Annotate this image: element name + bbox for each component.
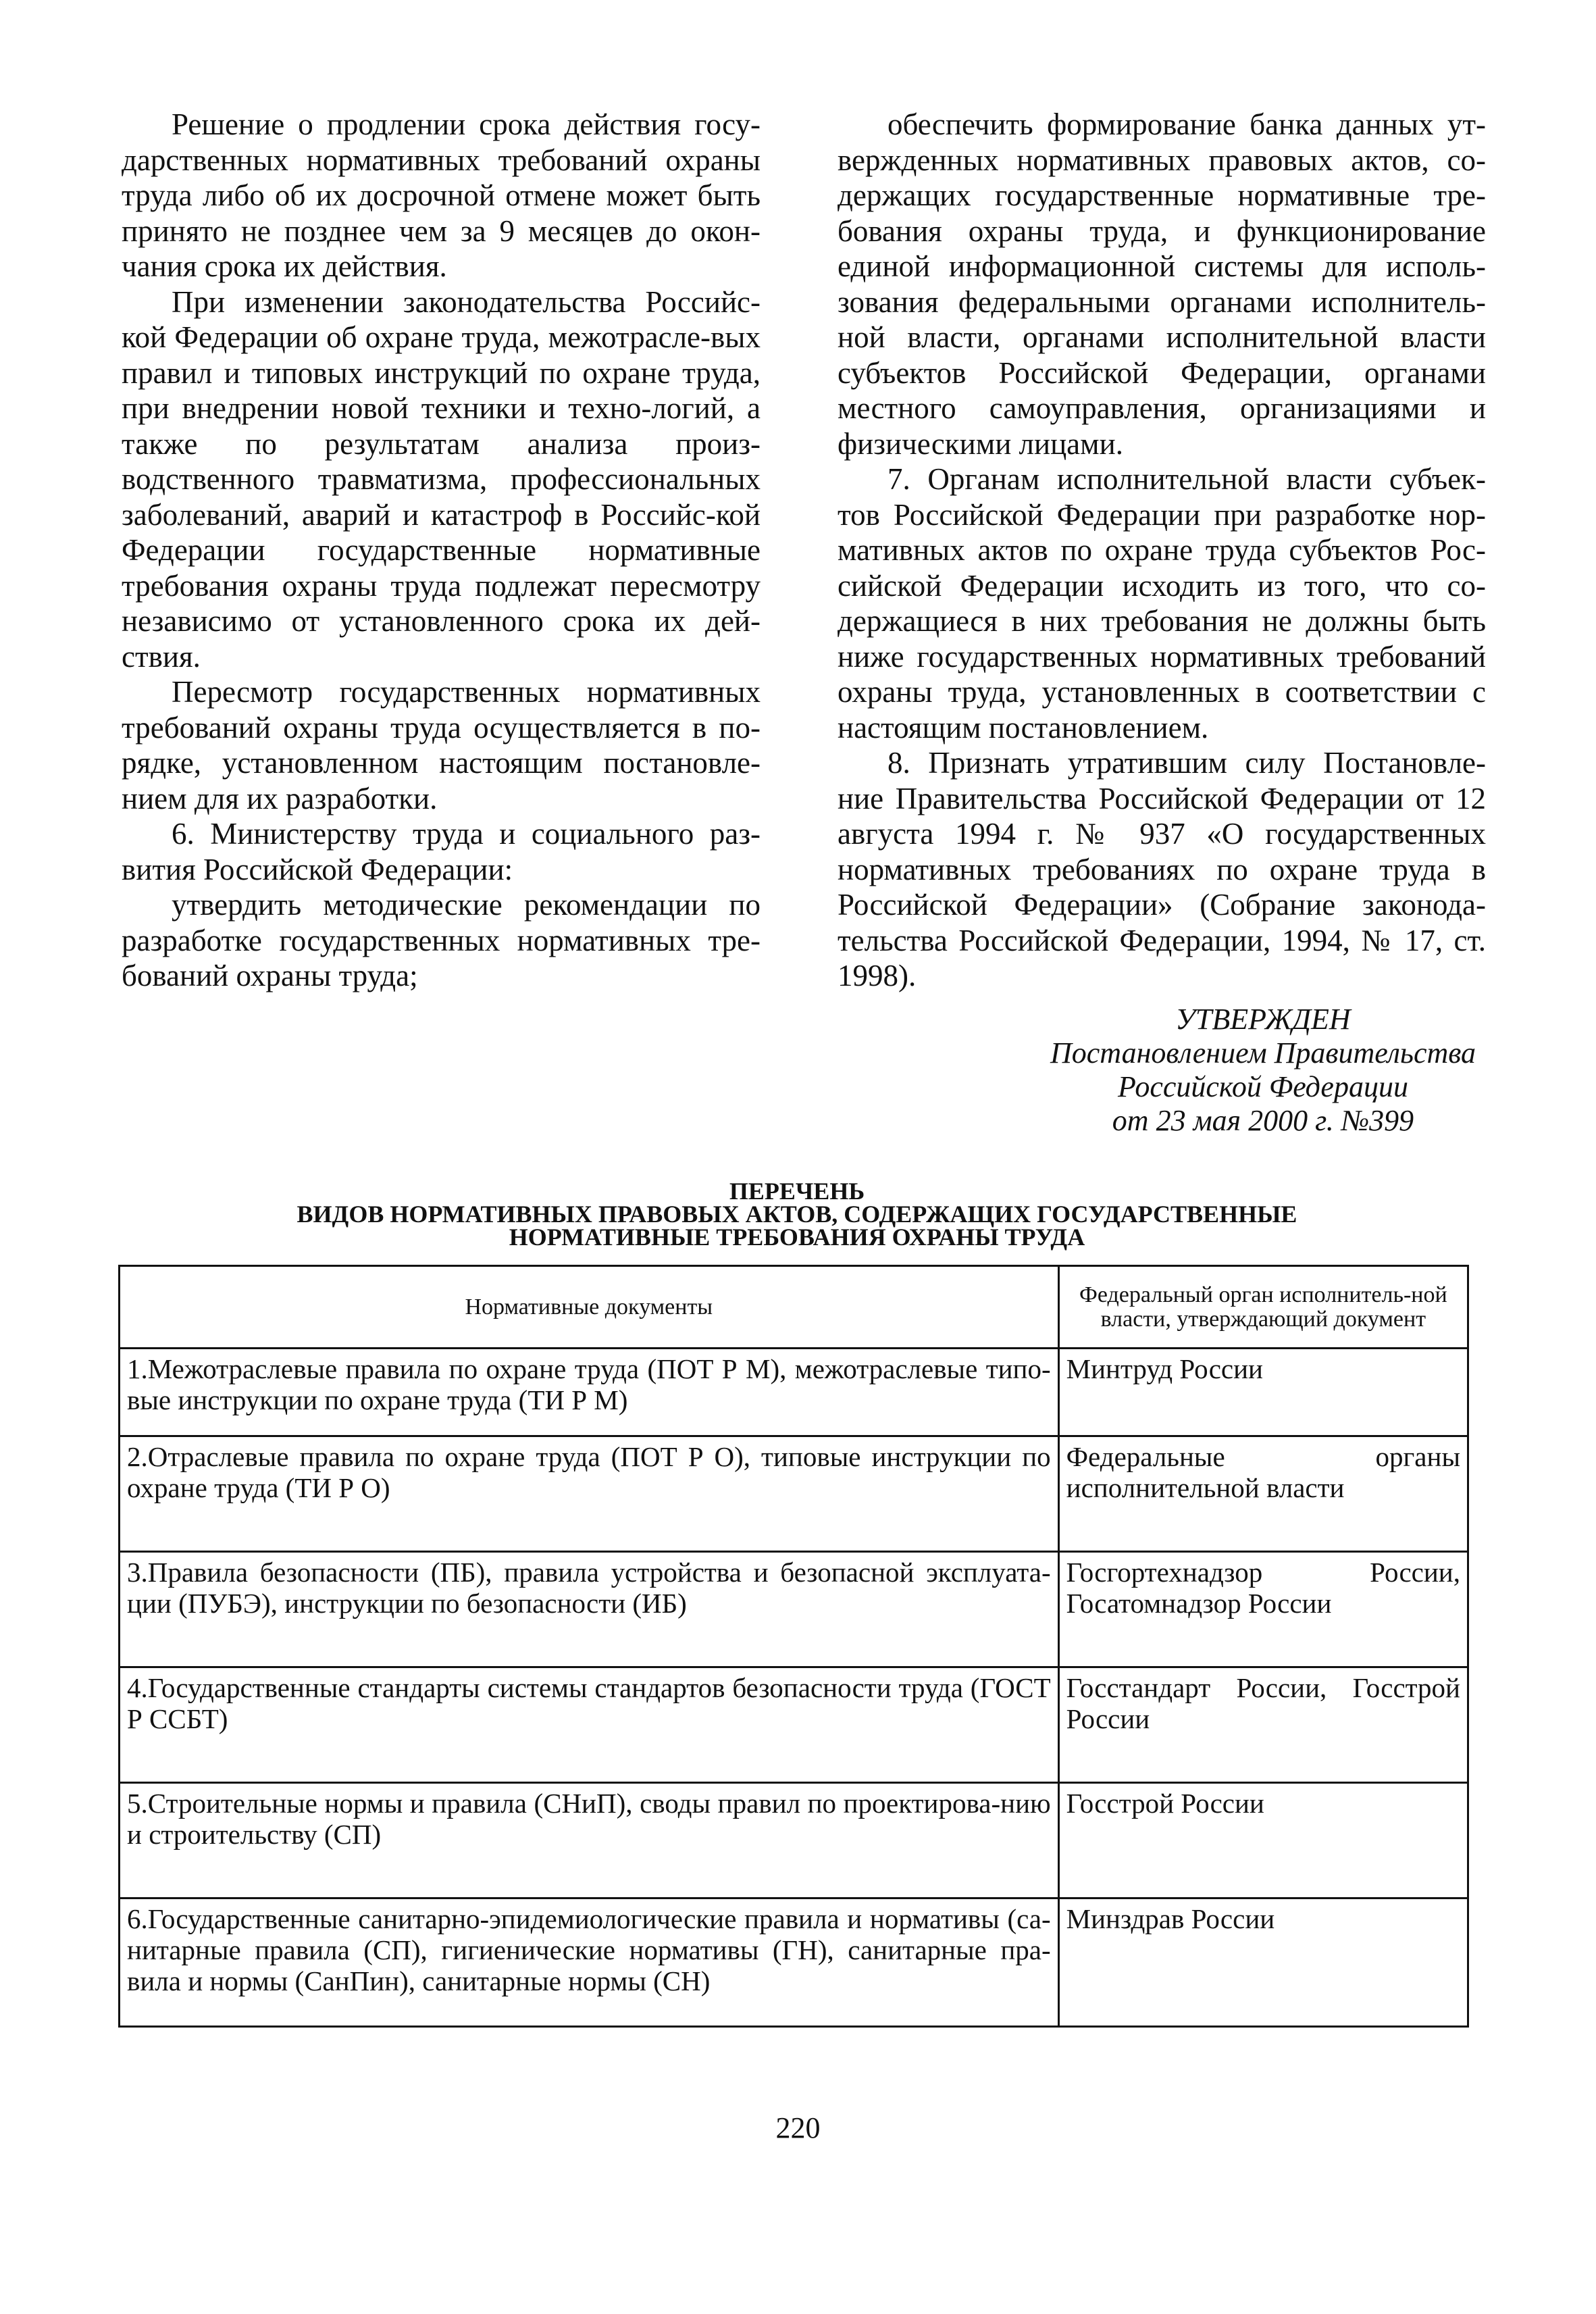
approval-line: от 23 мая 2000 г. №399 (1112, 1104, 1414, 1137)
list-title-line: ВИДОВ НОРМАТИВНЫХ ПРАВОВЫХ АКТОВ, СОДЕРЖАЩИХ ГОСУДАРСТВЕННЫЕ (297, 1201, 1297, 1228)
paragraph: При изменении законодательства Российс-кой Федерации об охране труда, межотрасле-вых правил и типовых инструкций по охране труда, при внедрении новой техники и техно-логий, а также по результатам анализа произ-водственного травматизма, профессиональных заболеваний, аварий и катастроф в Российс-кой Федерации государственные нормативные требования охраны труда подлежат пересмотру независимо от установленного срока их дей-ствия. (122, 284, 761, 674)
left-text-column (122, 107, 761, 994)
paragraph: Решение о продлении срока действия госу-дарственных нормативных требований охраны труда либо об их досрочной отмене может быть принято не позднее чем за 9 месяцев до окон-чания срока их действия. (122, 107, 761, 283)
cell-document: 5.Строительные нормы и правила (СНиП), своды правил по проектирова-нию и строительству (СП) (120, 1783, 1059, 1898)
approval-line: Российской Федерации (1118, 1070, 1408, 1103)
list-title-line: НОРМАТИВНЫЕ ТРЕБОВАНИЯ ОХРАНЫ ТРУДА (509, 1224, 1085, 1251)
table-row (120, 1783, 1468, 1898)
cell-document: 4.Государственные стандарты системы стандартов безопасности труда (ГОСТ Р ССБТ) (120, 1667, 1059, 1783)
cell-document: 6.Государственные санитарно-эпидемиологические правила и нормативы (са-нитарные правила (СП), гигиенические нормативы (ГН), санитарные пра-вила и нормы (СанПин), санитарные нормы (СН) (120, 1898, 1059, 2027)
paragraph: 7. Органам исполнительной власти субъек-тов Российской Федерации при разработке нор-мативных актов по охране труда субъектов Рос-сийской Федерации исходить из того, что со-держащиеся в них требования не должны быть ниже государственных нормативных требований охраны труда, установленных в соответствии с настоящим постановлением. (838, 462, 1486, 745)
cell-organ: Госстрой России (1058, 1783, 1468, 1898)
page-number: 220 (775, 2111, 821, 2144)
acts-table (118, 1265, 1469, 2028)
paragraph: обеспечить формирование банка данных ут-вержденных нормативных правовых актов, со-держащих государственные нормативные тре-бования охраны труда, и функционирование единой информационной системы для исполь-зования федеральными органами исполнитель-ной власти, органами исполнительной власти субъектов Российской Федерации, органами местного самоуправления, организациями и физическими лицами. (838, 107, 1486, 461)
paragraph: 8. Признать утратившим силу Постановле-ние Правительства Российской Федерации от 12 августа 1994 г. № 937 «О государственных нормативных требованиях по охране труда в Российской Федерации» (Собрание законода-тельства Российской Федерации, 1994, № 17, ст. 1998). (838, 746, 1486, 992)
cell-organ: Госстандарт России, Госстрой России (1058, 1667, 1468, 1783)
table-row (120, 1349, 1468, 1436)
paragraph: Пересмотр государственных нормативных требований охраны труда осуществляется в по-рядке, установленном настоящим постановле-нием для их разработки. (122, 675, 761, 815)
cell-organ: Федеральные органы исполнительной власти (1058, 1436, 1468, 1552)
table-row (120, 1552, 1468, 1667)
cell-organ: Госгортехнадзор России, Госатомнадзор России (1058, 1552, 1468, 1667)
approval-line: УТВЕРЖДЕН (1175, 1003, 1351, 1036)
cell-document: 2.Отраслевые правила по охране труда (ПОТ Р О), типовые инструкции по охране труда (ТИ Р О) (120, 1436, 1059, 1552)
approval-line: Постановлением Правительства (1050, 1036, 1476, 1070)
cell-organ: Минздрав России (1058, 1898, 1468, 2027)
cell-document: 1.Межотраслевые правила по охране труда (ПОТ Р М), межотраслевые типо-вые инструкции по охране труда (ТИ Р М) (120, 1349, 1059, 1436)
paragraph: утвердить методические рекомендации по разработке государственных нормативных тре-бований охраны труда; (122, 888, 761, 992)
cell-organ: Минтруд России (1058, 1349, 1468, 1436)
list-title-line: ПЕРЕЧЕНЬ (729, 1178, 865, 1205)
header-documents: Нормативные документы (120, 1266, 1059, 1349)
list-title (122, 1180, 1472, 1249)
right-text-column (838, 107, 1486, 994)
header-organ: Федеральный орган исполнитель-ной власти, утверждающий документ (1058, 1266, 1468, 1349)
approval-stamp (973, 1003, 1553, 1138)
table-row (120, 1898, 1468, 2027)
paragraph: 6. Министерству труда и социального раз-вития Российской Федерации: (122, 817, 761, 886)
table-header-row (120, 1266, 1468, 1349)
cell-document: 3.Правила безопасности (ПБ), правила устройства и безопасной эксплуата-ции (ПУБЭ), инструкции по безопасности (ИБ) (120, 1552, 1059, 1667)
table-row (120, 1667, 1468, 1783)
table-row (120, 1436, 1468, 1552)
